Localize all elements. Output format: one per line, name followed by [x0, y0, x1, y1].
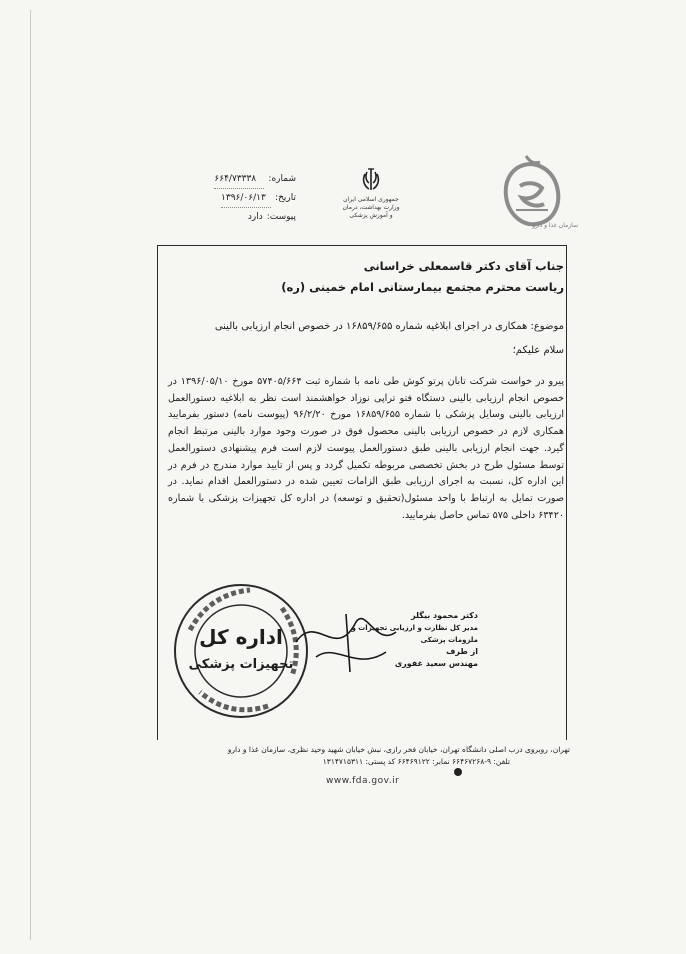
ink-dot: [454, 768, 462, 776]
recipient-name: جناب آقای دکتر قاسمعلی خراسانی: [363, 259, 564, 273]
number-label: شماره:: [268, 174, 296, 184]
fda-logo-caption: سازمان غذا و دارو: [532, 222, 578, 229]
letter-body: [168, 256, 564, 524]
signer-role: مدیر کل نظارت و ارزیابی تجهیزات و ملزومات پزشکی: [351, 624, 478, 644]
iran-emblem-icon: [356, 166, 386, 196]
signature-block: [328, 610, 478, 670]
attach-label: پیوست:: [266, 212, 296, 222]
page-edge: [30, 10, 31, 940]
stamp-center-line1: اداره کل: [199, 625, 283, 649]
letter-meta: [176, 170, 296, 226]
attach-row: [176, 208, 296, 226]
signer-name: دکتر محمود بیگلر: [411, 611, 478, 620]
letter-subject: موضوع: همکاری در اجرای ابلاغیه شماره ۱۶۸۵۹/۶۵۵ در خصوص انجام ارزیابی بالینی: [214, 321, 564, 332]
date-label: تاریخ:: [275, 193, 296, 203]
ministry-name: [316, 196, 426, 220]
number-value: ۶۶۴/۷۳۳۳۸: [214, 170, 264, 189]
deputy-name: مهندس سعید غفوری: [394, 659, 478, 668]
on-behalf-label: از طرف: [446, 647, 478, 656]
footer-website: www.fda.gov.ir: [326, 776, 400, 786]
date-value: ۱۳۹۶/۰۶/۱۳: [221, 189, 271, 208]
letter-footer: [160, 744, 570, 768]
stamp-center-line2: تجهیزات پزشکی: [188, 657, 294, 672]
recipient-title: ریاست محترم مجتمع بیمارستانی امام خمینی (ره): [281, 280, 564, 294]
letter-greeting: سلام علیکم؛: [512, 345, 564, 356]
ministry-line: وزارت بهداشت، درمان: [342, 204, 400, 211]
letter-paragraph: پیرو در خواست شرکت تابان پرتو کوش طی نامه با شماره ثبت ۵۷۴۰۵/۶۶۴ مورخ ۱۳۹۶/۰۵/۱۰ در خصوص انجام ارزیابی بالینی دستگاه فتو تراپی نوزاد خواهشمند است نظر به ابلاغیه دستورالعمل ارزیابی بالینی وسایل پزشکی با شماره ۱۶۸۵۹/۶۵۵ مورخ ۹۶/۲/۲۰ (پیوست نامه) دستور بفرمایید همکاری لازم در خصوص ارزیابی بالینی محصول فوق در صورت وجود موارد بالینی مرتبط انجام گیرد. جهت انجام ارزیابی بالینی طبق دستورالعمل پیوست لازم است فرم پیشنهادی دستورالعمل توسط مسئول طرح در بخش تخصصی مربوطه تکمیل گردد و پس از تایید موارد مندرج در فرم در این اداره کل، نسبت به اجرای ارزیابی طبق الزامات تعیین شده در دستورالعمل اقدام نماید. در صورت تمایل به ارتباط با واحد مسئول(تحقیق و توسعه) در اداره کل تجهیزات پزشکی با شماره ۶۳۴۲۰ داخلی ۵۷۵ تماس حاصل بفرمایید.: [168, 376, 564, 521]
ministry-line: جمهوری اسلامی ایران: [343, 196, 399, 203]
date-row: [176, 189, 296, 208]
footer-address: تهران، روبروی درب اصلی دانشگاه تهران، خیابان فخر رازی، نبش خیابان شهید وحید نظری، سازمان غذا و دارو: [227, 745, 570, 754]
footer-phones: تلفن: ۹-۶۶۴۶۷۲۶۸ نمابر: ۶۶۴۶۹۱۲۲ کد پستی: ۱۳۱۴۷۱۵۳۱۱: [322, 757, 510, 766]
attach-value: دارد: [247, 212, 263, 222]
ministry-line: و آموزش پزشکی: [349, 212, 393, 219]
number-row: [176, 170, 296, 189]
